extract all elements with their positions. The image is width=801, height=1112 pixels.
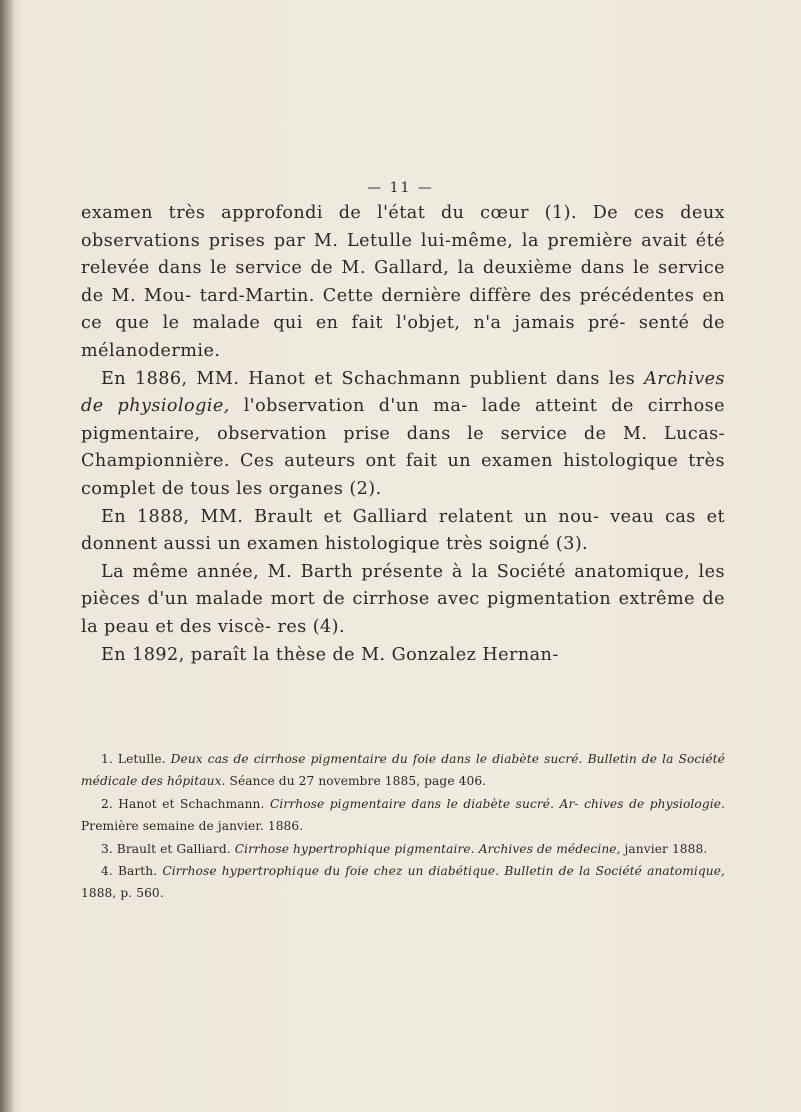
text-line: veau cas et donnent aussi un examen histologique xyxy=(81,506,725,555)
footnote-journal: Bulletin de la Société médicale des hôpitaux. xyxy=(81,752,725,789)
page-number: — 11 — xyxy=(367,180,434,196)
footnote-author: 1. Letulle. xyxy=(101,752,171,766)
text-line: en ce que le malade qui en fait l'objet, n'a jamais pré- xyxy=(81,285,726,334)
main-text xyxy=(81,200,725,669)
text-line: examen très approfondi de l'état du cœur (1). De ces xyxy=(81,203,665,223)
text-line: Ces auteurs ont fait un examen histologique très xyxy=(239,451,726,472)
text-line: les xyxy=(608,368,645,389)
text-line: deux observations prises par M. Letulle lui-même, xyxy=(81,203,725,251)
footnote-journal: chives de physiologie. xyxy=(584,796,726,811)
text-line: res (4). xyxy=(277,616,346,637)
footnote-4 xyxy=(81,860,725,905)
footnote-details: janvier 1888. xyxy=(620,841,708,856)
text-line: avec pigmentation extrême de la peau et des viscè- xyxy=(81,589,725,637)
text-line: lade atteint de cirrhose pigmentaire, observation xyxy=(81,396,725,444)
footnote-title: Cirrhose hypertrophique du foie chez un diabétique. Bulletin de la xyxy=(162,864,591,879)
footnote-1 xyxy=(81,748,725,793)
footnote-author: 4. Barth. xyxy=(101,864,163,879)
paragraph-5 xyxy=(81,642,725,670)
text-line: la première avait été relevée dans le service de xyxy=(81,230,726,279)
footnote-author: 2. Hanot et Schachmann. xyxy=(101,796,270,811)
text-line: senté de mélanodermie. xyxy=(81,313,725,361)
footnote-author: 3. Brault et Galliard. xyxy=(101,841,235,856)
text-line: tard-Martin. Cette dernière diffère des précédentes xyxy=(199,285,695,306)
page-binding-edge xyxy=(0,0,14,1112)
journal-title: Archives de physiologie, xyxy=(81,368,725,417)
text-line: très soigné (3). xyxy=(446,534,589,555)
footnote-3 xyxy=(81,838,725,860)
paragraph-2 xyxy=(81,366,725,504)
text-line: En 1886, MM. Hanot et Schachmann publient dans xyxy=(101,368,600,389)
paragraph-4 xyxy=(81,559,725,642)
footnote-details: Première semaine de janvier. 1886. xyxy=(81,819,304,834)
text-line: anatomique, les pièces d'un malade mort de cirrhose xyxy=(81,561,725,610)
footnote-title: Deux cas de cirrhose pigmentaire du foie dans le diabète sucré. xyxy=(170,752,583,766)
footnote-title: Cirrhose hypertrophique pigmentaire. Archives de xyxy=(234,841,553,856)
text-line: M. Gallard, la deuxième dans le service de M. Mou- xyxy=(81,258,726,306)
text-line: En 1892, paraît la thèse de M. Gonzalez Hernan- xyxy=(101,644,559,665)
footnote-details: Séance du 27 novembre 1885, xyxy=(225,774,421,789)
text-line: En 1888, MM. Brault et Galliard relatent un nou- xyxy=(101,506,600,527)
text-line: complet de tous les organes (2). xyxy=(81,478,382,499)
text-line: La même année, M. Barth présente à la Société xyxy=(101,561,566,582)
footnote-title: Cirrhose pigmentaire dans le diabète sucré. Ar- xyxy=(269,796,579,811)
footnote-2 xyxy=(81,793,725,838)
paragraph-1 xyxy=(81,200,725,366)
footnote-details: page 406. xyxy=(424,774,487,789)
footnote-journal: Société anatomique, xyxy=(595,864,725,879)
footnote-details: 1888, p. 560. xyxy=(81,886,164,901)
paragraph-3 xyxy=(81,504,725,559)
text-line: prise dans le service de M. Lucas-Championnière. xyxy=(81,423,726,472)
footnotes xyxy=(81,748,725,905)
footnote-journal: médecine, xyxy=(556,841,621,856)
text-line: l'observation d'un ma- xyxy=(229,396,468,417)
